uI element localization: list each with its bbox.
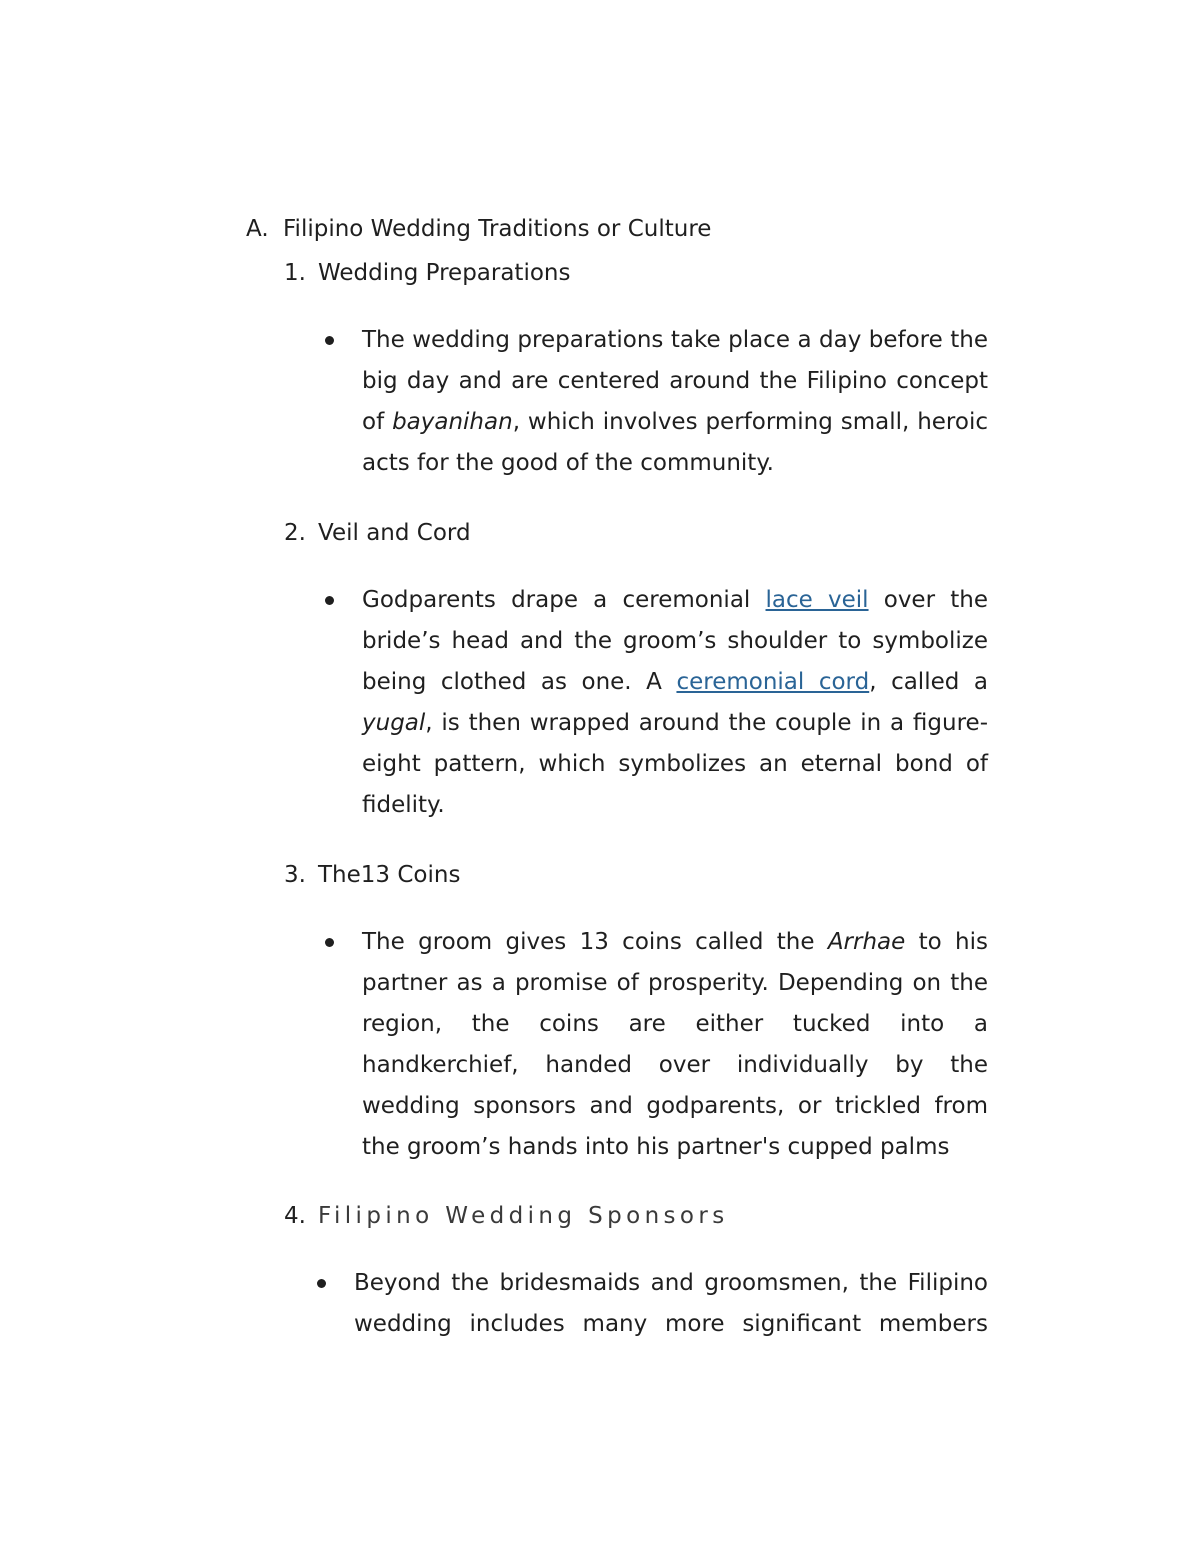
paragraph-wedding-preparations [362,320,988,484]
text-run: Godparents drape a ceremonial [362,587,766,613]
section-title-4 [284,1200,729,1232]
section-title-text: Veil and Cord [318,520,471,546]
italic-term: yugal [362,710,426,736]
section-number: 2. [284,520,306,546]
text-run: Beyond the bridesmaids and groomsmen, the Filipino wedding includes many more significant members [354,1270,988,1337]
link-ceremonial-cord[interactable]: ceremonial cord [676,669,870,695]
text-run: over the bride’s head and the groom’s shoulder to symbolize being clothed as one. A [362,587,988,695]
paragraph-13-coins [362,922,988,1168]
text-run: , is then wrapped around the couple in a figure-eight pattern, which symbolizes an eternal bond of fidelity. [362,710,988,818]
italic-term: Arrhae [827,929,906,955]
section-title-text: Filipino Wedding Sponsors [318,1203,729,1229]
text-run: , which involves performing small, heroic acts for the good of the community. [362,409,988,476]
bullet-icon [325,938,334,947]
italic-term: bayanihan [392,409,513,435]
section-title-1 [284,257,570,289]
text-run: The wedding preparations take place a day before the big day and are centered around the Filipino concept of [362,327,988,435]
section-title-2 [284,517,471,549]
section-number: 4. [284,1203,306,1229]
section-title-text: Wedding Preparations [318,260,571,286]
paragraph-wedding-sponsors [354,1263,988,1345]
paragraph-veil-and-cord [362,580,988,826]
heading-marker: A. [246,216,269,242]
bullet-icon [317,1279,326,1288]
bullet-icon [325,596,334,605]
heading-title: Filipino Wedding Traditions or Culture [283,216,712,242]
section-number: 1. [284,260,306,286]
text-run: to his partner as a promise of prosperity. Depending on the region, the coins are either tucked into a handkerchief, handed over individually by the wedding sponsors and godparents, or trickled from the groom’s hands into his partner's cupped palms [362,929,988,1160]
section-heading-a [246,213,711,245]
text-run: The groom gives 13 coins called the [362,929,828,955]
text-run: , called a [869,669,988,695]
bullet-icon [325,336,334,345]
section-title-3 [284,859,460,891]
section-number: 3. [284,862,306,888]
section-title-text: The13 Coins [318,862,461,888]
link-lace-veil[interactable]: lace veil [765,587,869,613]
